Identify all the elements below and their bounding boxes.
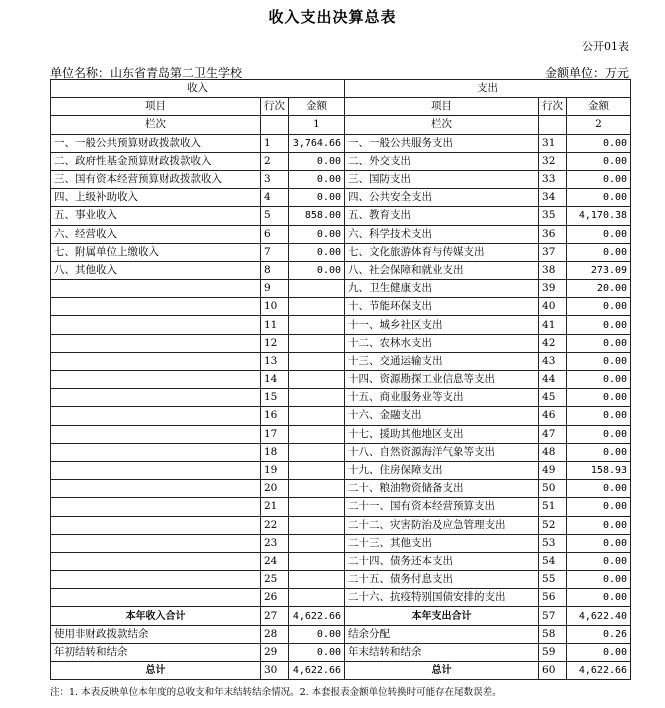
table-row bbox=[51, 407, 631, 425]
income-row-no: 4 bbox=[261, 189, 289, 207]
table-row bbox=[51, 498, 631, 516]
expense-amount: 158.93 bbox=[567, 461, 631, 479]
expense-item: 十二、农林水支出 bbox=[345, 334, 539, 352]
expense-row-no: 38 bbox=[539, 261, 567, 279]
income-item: 使用非财政拨款结余 bbox=[51, 625, 261, 643]
expense-row-no: 43 bbox=[539, 352, 567, 370]
expense-item: 年末结转和结余 bbox=[345, 643, 539, 661]
expense-item: 八、社会保障和就业支出 bbox=[345, 261, 539, 279]
income-row-no: 18 bbox=[261, 443, 289, 461]
expense-item: 二十四、债务还本支出 bbox=[345, 552, 539, 570]
table-row bbox=[51, 589, 631, 607]
income-item bbox=[51, 443, 261, 461]
income-row-no: 11 bbox=[261, 316, 289, 334]
table-row bbox=[51, 134, 631, 152]
expense-item: 十九、住房保障支出 bbox=[345, 461, 539, 479]
income-amount bbox=[289, 498, 345, 516]
expense-amount: 4,170.38 bbox=[567, 207, 631, 225]
expense-year-total-no: 57 bbox=[539, 607, 567, 625]
expense-amount: 0.00 bbox=[567, 371, 631, 389]
income-year-total-amount: 4,622.66 bbox=[289, 607, 345, 625]
expense-amount: 0.00 bbox=[567, 152, 631, 170]
expense-row-no: 45 bbox=[539, 389, 567, 407]
income-item bbox=[51, 407, 261, 425]
income-item bbox=[51, 280, 261, 298]
table-row bbox=[51, 443, 631, 461]
column-header-row bbox=[51, 98, 631, 116]
income-row-no: 25 bbox=[261, 571, 289, 589]
expense-item: 二十五、债务付息支出 bbox=[345, 571, 539, 589]
expense-amount: 0.00 bbox=[567, 407, 631, 425]
income-header: 收入 bbox=[51, 80, 345, 98]
expense-item-header: 项目 bbox=[345, 98, 539, 116]
expense-item: 二十、粮油物资储备支出 bbox=[345, 480, 539, 498]
expense-amount: 20.00 bbox=[567, 280, 631, 298]
income-amount bbox=[289, 389, 345, 407]
year-total-row bbox=[51, 607, 631, 625]
table-row bbox=[51, 207, 631, 225]
table-row bbox=[51, 280, 631, 298]
expense-row-no: 44 bbox=[539, 371, 567, 389]
expense-item: 二十二、灾害防治及应急管理支出 bbox=[345, 516, 539, 534]
income-item: 年初结转和结余 bbox=[51, 643, 261, 661]
expense-amount: 0.00 bbox=[567, 298, 631, 316]
income-item bbox=[51, 552, 261, 570]
expense-amount: 0.00 bbox=[567, 443, 631, 461]
income-item: 六、经营收入 bbox=[51, 225, 261, 243]
income-item bbox=[51, 352, 261, 370]
table-row bbox=[51, 571, 631, 589]
table-row bbox=[51, 189, 631, 207]
income-row-no: 8 bbox=[261, 261, 289, 279]
income-amount bbox=[289, 352, 345, 370]
income-item bbox=[51, 316, 261, 334]
income-amount bbox=[289, 371, 345, 389]
income-row-no: 28 bbox=[261, 625, 289, 643]
table-row bbox=[51, 516, 631, 534]
income-amount bbox=[289, 407, 345, 425]
expense-amount: 0.00 bbox=[567, 189, 631, 207]
income-row-no: 2 bbox=[261, 152, 289, 170]
expense-row-no: 46 bbox=[539, 407, 567, 425]
expense-item: 四、公共安全支出 bbox=[345, 189, 539, 207]
expense-row-no: 56 bbox=[539, 589, 567, 607]
table-body bbox=[51, 134, 631, 607]
expense-row-no: 41 bbox=[539, 316, 567, 334]
expense-row-no: 39 bbox=[539, 280, 567, 298]
income-amount bbox=[289, 480, 345, 498]
expense-row-no: 58 bbox=[539, 625, 567, 643]
income-item: 五、事业收入 bbox=[51, 207, 261, 225]
expense-row-no: 52 bbox=[539, 516, 567, 534]
expense-item: 二十六、抗疫特别国债安排的支出 bbox=[345, 589, 539, 607]
money-unit: 金额单位：万元 bbox=[544, 66, 629, 80]
table-row bbox=[51, 261, 631, 279]
expense-row-no: 50 bbox=[539, 480, 567, 498]
income-item bbox=[51, 461, 261, 479]
expense-item: 十三、交通运输支出 bbox=[345, 352, 539, 370]
expense-item: 十七、援助其他地区支出 bbox=[345, 425, 539, 443]
income-rowno-header: 行次 bbox=[261, 98, 289, 116]
grand-total-row bbox=[51, 662, 631, 680]
expense-row-no: 35 bbox=[539, 207, 567, 225]
expense-row-no: 59 bbox=[539, 643, 567, 661]
expense-amount: 0.00 bbox=[567, 170, 631, 188]
table-row bbox=[51, 552, 631, 570]
income-row-no: 23 bbox=[261, 534, 289, 552]
income-item: 一、一般公共预算财政拨款收入 bbox=[51, 134, 261, 152]
income-row-no: 5 bbox=[261, 207, 289, 225]
income-expense-table bbox=[50, 79, 631, 680]
income-row-no: 9 bbox=[261, 280, 289, 298]
income-amount: 0.00 bbox=[289, 643, 345, 661]
expense-item: 七、文化旅游体育与传媒支出 bbox=[345, 243, 539, 261]
expense-amount: 0.00 bbox=[567, 225, 631, 243]
income-row-no: 19 bbox=[261, 461, 289, 479]
income-row-no: 3 bbox=[261, 170, 289, 188]
income-amount: 0.00 bbox=[289, 225, 345, 243]
income-row-no: 20 bbox=[261, 480, 289, 498]
expense-grand-total-no: 60 bbox=[539, 662, 567, 680]
expense-row-no: 32 bbox=[539, 152, 567, 170]
income-item bbox=[51, 571, 261, 589]
income-row-no: 7 bbox=[261, 243, 289, 261]
income-item: 三、国有资本经营预算财政拨款收入 bbox=[51, 170, 261, 188]
expense-item: 十、节能环保支出 bbox=[345, 298, 539, 316]
expense-row-no: 33 bbox=[539, 170, 567, 188]
income-item bbox=[51, 334, 261, 352]
expense-amount: 273.09 bbox=[567, 261, 631, 279]
income-row-no: 21 bbox=[261, 498, 289, 516]
income-row-no: 1 bbox=[261, 134, 289, 152]
expense-item: 一、一般公共服务支出 bbox=[345, 134, 539, 152]
income-item bbox=[51, 516, 261, 534]
income-grand-total-label: 总计 bbox=[51, 662, 261, 680]
expense-row-no: 37 bbox=[539, 243, 567, 261]
form-code: 公开01表 bbox=[582, 40, 629, 53]
expense-amount: 0.00 bbox=[567, 316, 631, 334]
table-row bbox=[51, 371, 631, 389]
expense-grand-total-amount: 4,622.66 bbox=[567, 662, 631, 680]
expense-row-no: 54 bbox=[539, 552, 567, 570]
expense-amount: 0.00 bbox=[567, 643, 631, 661]
income-row-no: 6 bbox=[261, 225, 289, 243]
income-amount bbox=[289, 298, 345, 316]
income-row-no: 12 bbox=[261, 334, 289, 352]
expense-amount: 0.00 bbox=[567, 243, 631, 261]
expense-row-no: 31 bbox=[539, 134, 567, 152]
expense-row-no: 48 bbox=[539, 443, 567, 461]
expense-year-total-amount: 4,622.40 bbox=[567, 607, 631, 625]
income-row-no: 16 bbox=[261, 407, 289, 425]
expense-amount: 0.00 bbox=[567, 389, 631, 407]
income-amount bbox=[289, 316, 345, 334]
expense-item: 九、卫生健康支出 bbox=[345, 280, 539, 298]
income-amount bbox=[289, 571, 345, 589]
table-row bbox=[51, 534, 631, 552]
expense-item: 十八、自然资源海洋气象等支出 bbox=[345, 443, 539, 461]
income-column-number: 1 bbox=[289, 116, 345, 134]
income-year-total-no: 27 bbox=[261, 607, 289, 625]
table-row bbox=[51, 243, 631, 261]
expense-amount: 0.00 bbox=[567, 134, 631, 152]
table-row bbox=[51, 352, 631, 370]
expense-row-no: 55 bbox=[539, 571, 567, 589]
income-amount-header: 金额 bbox=[289, 98, 345, 116]
income-item: 七、附属单位上缴收入 bbox=[51, 243, 261, 261]
income-item bbox=[51, 389, 261, 407]
expense-row-no: 49 bbox=[539, 461, 567, 479]
income-amount bbox=[289, 552, 345, 570]
income-amount bbox=[289, 443, 345, 461]
expense-item: 结余分配 bbox=[345, 625, 539, 643]
table-row bbox=[51, 461, 631, 479]
expense-item: 二十三、其他支出 bbox=[345, 534, 539, 552]
income-amount: 858.00 bbox=[289, 207, 345, 225]
income-amount bbox=[289, 334, 345, 352]
income-row-no: 26 bbox=[261, 589, 289, 607]
table-row bbox=[51, 625, 631, 643]
table-row bbox=[51, 152, 631, 170]
expense-item: 二、外交支出 bbox=[345, 152, 539, 170]
income-row-no: 14 bbox=[261, 371, 289, 389]
section-header-row bbox=[51, 80, 631, 98]
expense-column-number: 2 bbox=[567, 116, 631, 134]
income-amount bbox=[289, 461, 345, 479]
expense-grand-total-label: 总计 bbox=[345, 662, 539, 680]
expense-amount: 0.00 bbox=[567, 352, 631, 370]
footnote: 注：1. 本表反映单位本年度的总收支和年末结转结余情况。2. 本套报表金额单位转换时可能存在尾数误差。 bbox=[50, 687, 502, 698]
income-row-no: 29 bbox=[261, 643, 289, 661]
income-grand-total-amount: 4,622.66 bbox=[289, 662, 345, 680]
income-amount: 0.00 bbox=[289, 152, 345, 170]
expense-row-no: 40 bbox=[539, 298, 567, 316]
expense-item: 二十一、国有资本经营预算支出 bbox=[345, 498, 539, 516]
income-item bbox=[51, 371, 261, 389]
expense-row-no: 51 bbox=[539, 498, 567, 516]
table-row bbox=[51, 389, 631, 407]
income-item bbox=[51, 298, 261, 316]
expense-amount: 0.26 bbox=[567, 625, 631, 643]
table-row bbox=[51, 643, 631, 661]
expense-row-no: 34 bbox=[539, 189, 567, 207]
expense-row-no: 47 bbox=[539, 425, 567, 443]
income-grand-total-no: 30 bbox=[261, 662, 289, 680]
expense-column-label: 栏次 bbox=[345, 116, 539, 134]
table-row bbox=[51, 334, 631, 352]
expense-amount: 0.00 bbox=[567, 552, 631, 570]
income-item-header: 项目 bbox=[51, 98, 261, 116]
income-row-no: 22 bbox=[261, 516, 289, 534]
income-row-no: 15 bbox=[261, 389, 289, 407]
expense-item: 六、科学技术支出 bbox=[345, 225, 539, 243]
expense-amount: 0.00 bbox=[567, 498, 631, 516]
expense-year-total-label: 本年支出合计 bbox=[345, 607, 539, 625]
income-amount bbox=[289, 534, 345, 552]
expense-amount: 0.00 bbox=[567, 589, 631, 607]
income-amount: 0.00 bbox=[289, 243, 345, 261]
income-amount: 0.00 bbox=[289, 261, 345, 279]
income-item: 四、上级补助收入 bbox=[51, 189, 261, 207]
expense-row-no: 42 bbox=[539, 334, 567, 352]
column-label-row bbox=[51, 116, 631, 134]
income-item: 二、政府性基金预算财政拨款收入 bbox=[51, 152, 261, 170]
income-amount bbox=[289, 516, 345, 534]
expense-rowno-header: 行次 bbox=[539, 98, 567, 116]
page-title: 收入支出决算总表 bbox=[268, 8, 397, 26]
income-amount: 0.00 bbox=[289, 625, 345, 643]
income-row-no: 10 bbox=[261, 298, 289, 316]
income-amount: 0.00 bbox=[289, 189, 345, 207]
expense-row-no: 36 bbox=[539, 225, 567, 243]
income-amount: 3,764.66 bbox=[289, 134, 345, 152]
unit-name: 单位名称：山东省青岛第二卫生学校 bbox=[50, 66, 243, 80]
income-year-total-label: 本年收入合计 bbox=[51, 607, 261, 625]
expense-amount: 0.00 bbox=[567, 516, 631, 534]
expense-amount: 0.00 bbox=[567, 571, 631, 589]
income-amount: 0.00 bbox=[289, 170, 345, 188]
expense-item: 十六、金融支出 bbox=[345, 407, 539, 425]
income-item bbox=[51, 425, 261, 443]
expense-item: 十四、资源勘探工业信息等支出 bbox=[345, 371, 539, 389]
table-row bbox=[51, 225, 631, 243]
empty-cell bbox=[261, 116, 289, 134]
expense-item: 十一、城乡社区支出 bbox=[345, 316, 539, 334]
income-item bbox=[51, 480, 261, 498]
expense-row-no: 53 bbox=[539, 534, 567, 552]
table-row bbox=[51, 170, 631, 188]
income-item: 八、其他收入 bbox=[51, 261, 261, 279]
income-row-no: 24 bbox=[261, 552, 289, 570]
expense-item: 五、教育支出 bbox=[345, 207, 539, 225]
income-row-no: 17 bbox=[261, 425, 289, 443]
expense-amount-header: 金额 bbox=[567, 98, 631, 116]
expense-amount: 0.00 bbox=[567, 534, 631, 552]
table-row bbox=[51, 298, 631, 316]
income-amount bbox=[289, 589, 345, 607]
income-amount bbox=[289, 425, 345, 443]
income-item bbox=[51, 589, 261, 607]
income-item bbox=[51, 498, 261, 516]
expense-header: 支出 bbox=[345, 80, 631, 98]
expense-item: 三、国防支出 bbox=[345, 170, 539, 188]
income-amount bbox=[289, 280, 345, 298]
table-row bbox=[51, 425, 631, 443]
expense-amount: 0.00 bbox=[567, 334, 631, 352]
income-row-no: 13 bbox=[261, 352, 289, 370]
empty-cell bbox=[539, 116, 567, 134]
expense-amount: 0.00 bbox=[567, 480, 631, 498]
income-item bbox=[51, 534, 261, 552]
table-row bbox=[51, 480, 631, 498]
table-row bbox=[51, 316, 631, 334]
expense-amount: 0.00 bbox=[567, 425, 631, 443]
expense-item: 十五、商业服务业等支出 bbox=[345, 389, 539, 407]
income-column-label: 栏次 bbox=[51, 116, 261, 134]
